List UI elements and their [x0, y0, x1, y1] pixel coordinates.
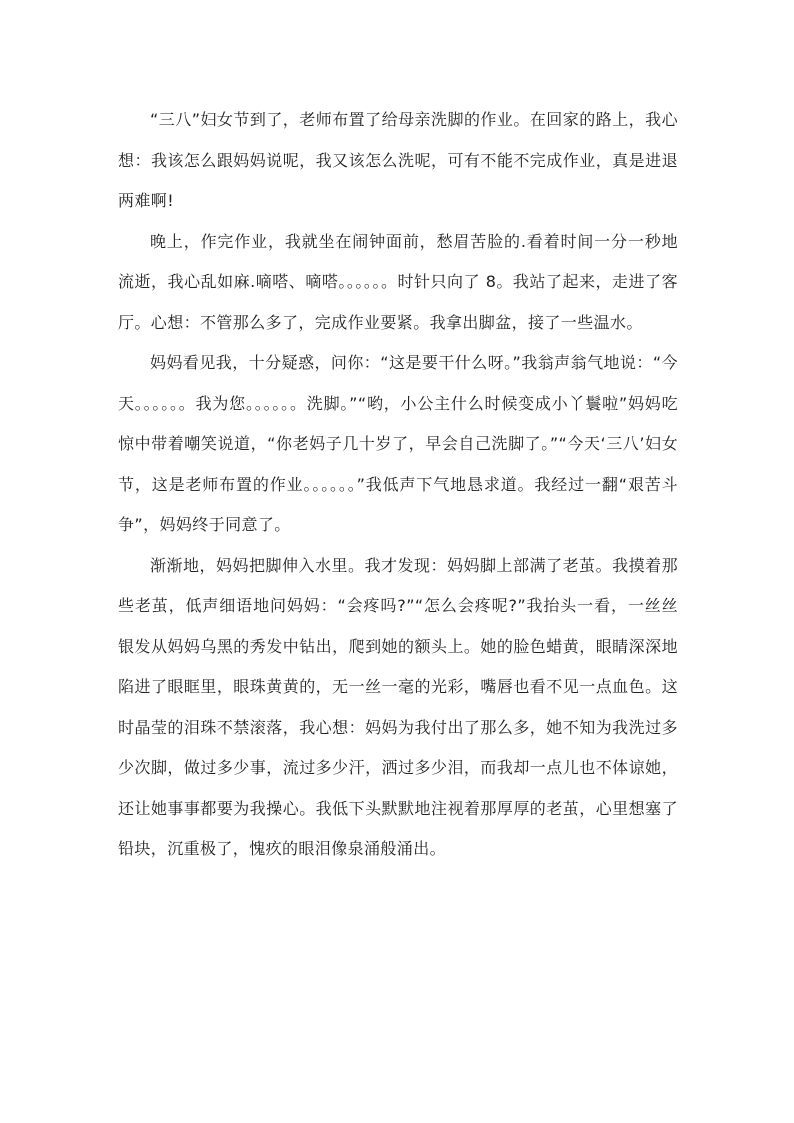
paragraph-dialogue: 妈妈看见我，十分疑惑，问你：“这是要干什么呀。”我翁声翁气地说：“今天。。。。。。我为您。。。。。。洗脚。”“哟，小公主什么时候变成小丫鬟啦”妈妈吃惊中带着嘲笑说道，“你老妈子几十岁了，早会自己洗脚了。”“今天‘三八’妇女节，这是老师布置的作业。。。。。。”我低声下气地恳求道。我经过一翻“艰苦斗争”，妈妈终于同意了。 — [118, 353, 678, 534]
paragraph-intro: “三八”妇女节到了，老师布置了给母亲洗脚的作业。在回家的路上，我心想：我该怎么跟妈妈说呢，我又该怎么洗呢，可有不能不完成作业，真是进退两难啊! — [118, 110, 678, 210]
paragraph-evening: 晚上，作完作业，我就坐在闹钟面前，愁眉苦脸的.看着时间一分一秒地流逝，我心乱如麻.嘀嗒、嘀嗒。。。。。。时针只向了 8。我站了起来，走进了客厅。心想：不管那么多了，完成作业要紧。我拿出脚盆，接了一些温水。 — [118, 231, 678, 332]
essay-body — [118, 100, 678, 870]
paragraph-washing: 渐渐地，妈妈把脚伸入水里。我才发现：妈妈脚上部满了老茧。我摸着那些老茧，低声细语地问妈妈：“会疼吗?”“怎么会疼呢?”我抬头一看，一丝丝银发从妈妈乌黑的秀发中钻出，爬到她的额头上。她的脸色蜡黄，眼睛深深地陷进了眼眶里，眼珠黄黄的，无一丝一毫的光彩，嘴唇也看不见一点血色。这时晶莹的泪珠不禁滚落，我心想：妈妈为我付出了那么多，她不知为我洗过多少次脚，做过多少事，流过多少汗，洒过多少泪，而我却一点儿也不体谅她，还让她事事都要为我操心。我低下头默默地注视着那厚厚的老茧，心里想塞了铅块，沉重极了，愧疚的眼泪像泉涌般涌出。 — [118, 555, 678, 858]
